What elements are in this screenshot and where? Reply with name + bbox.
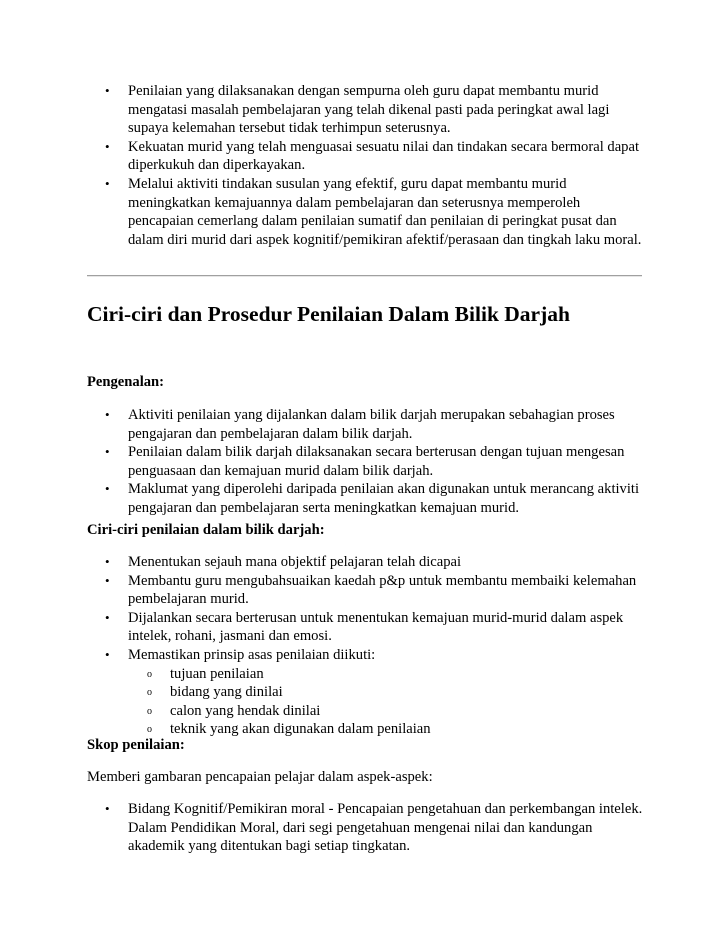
list-item-text: Kekuatan murid yang telah menguasai sesuatu nilai dan tindakan secara bermoral dapat diperkukuh dan diperkayakan.: [128, 138, 639, 174]
list-item-text: Aktiviti penilaian yang dijalankan dalam bilik darjah merupakan sebahagian proses pengajaran dan pembelajaran dalam bilik darjah.: [128, 407, 615, 442]
sub-list-item-text: tujuan penilaian: [170, 665, 264, 682]
list-item-text: Bidang Kognitif/Pemikiran moral - Pencapaian pengetahuan dan perkembangan intelek. Dalam Pendidikan Moral, dari segi pengetahuan mengenai nilai dan kandungan akademik yang ditentukan bagi setiap tingkatan.: [128, 801, 643, 855]
sub-list-item-text: calon yang hendak dinilai: [170, 702, 321, 719]
bullet-icon: •: [105, 646, 110, 662]
ciri-ciri-heading: Ciri-ciri penilaian dalam bilik darjah:: [87, 522, 325, 538]
list-item-text: Memastikan prinsip asas penilaian diikuti:: [128, 646, 376, 663]
skop-bullet-list: [0, 800, 728, 856]
bullet-icon: •: [105, 481, 110, 497]
list-item: [0, 175, 728, 249]
horizontal-divider: [87, 275, 642, 277]
list-item: [0, 800, 728, 856]
circle-bullet-icon: o: [147, 705, 152, 717]
bullet-icon: •: [105, 444, 110, 460]
list-item: [0, 443, 728, 480]
list-item: [0, 646, 728, 739]
circle-bullet-icon: o: [147, 724, 152, 736]
bullet-icon: •: [105, 175, 110, 191]
list-item: [0, 82, 728, 138]
list-item-text: Membantu guru mengubahsuaikan kaedah p&p untuk membantu membaiki kelemahan pembelajaran murid.: [128, 572, 637, 608]
circle-bullet-icon: o: [147, 668, 152, 680]
sub-list-item: [128, 702, 644, 721]
list-item: [0, 138, 728, 175]
sub-list-item: [128, 720, 644, 739]
bullet-icon: •: [105, 554, 110, 569]
prinsip-sub-list: [128, 665, 644, 739]
ciri-ciri-bullet-list: [0, 553, 728, 739]
intro-bullet-list: [0, 82, 728, 249]
list-item: [0, 480, 728, 517]
bullet-icon: •: [105, 83, 110, 98]
list-item-text: Penilaian dalam bilik darjah dilaksanakan secara berterusan dengan tujuan mengesan penguasaan dan kemajuan murid dalam bilik darjah.: [128, 444, 625, 479]
list-item: [0, 553, 728, 572]
bullet-icon: •: [105, 407, 110, 422]
sub-list-item-text: bidang yang dinilai: [170, 684, 283, 701]
list-item-text: Melalui aktiviti tindakan susulan yang efektif, guru dapat membantu murid meningkatkan kemajuannya dalam pembelajaran dan seterusnya memperoleh pencapaian cemerlang dalam penilaian sumatif dan penilaian di peringkat pusat dan dalam diri murid dari aspek kognitif/pemikiran afektif/perasaan dan tingkah laku moral.: [128, 175, 642, 248]
list-item-text: Maklumat yang diperolehi daripada penilaian akan digunakan untuk merancang aktiviti pengajaran dan pembelajaran serta meningkatkan kemajuan murid.: [128, 481, 640, 516]
section-title: Ciri-ciri dan Prosedur Penilaian Dalam Bilik Darjah: [87, 302, 570, 326]
list-item: [0, 406, 728, 443]
pengenalan-heading: Pengenalan:: [87, 374, 165, 390]
bullet-icon: •: [105, 801, 110, 816]
bullet-icon: •: [105, 572, 110, 588]
skop-heading: Skop penilaian:: [87, 737, 185, 753]
circle-bullet-icon: o: [147, 687, 152, 699]
bullet-icon: •: [105, 609, 110, 625]
list-item: [0, 609, 728, 646]
skop-intro-paragraph: Memberi gambaran pencapaian pelajar dalam aspek-aspek:: [87, 769, 433, 785]
list-item-text: Dijalankan secara berterusan untuk menentukan kemajuan murid-murid dalam aspek intelek, rohani, jasmani dan emosi.: [128, 609, 624, 645]
sub-list-item-text: teknik yang akan digunakan dalam penilaian: [170, 721, 431, 738]
sub-list-item: [128, 665, 644, 684]
list-item-text: Penilaian yang dilaksanakan dengan sempurna oleh guru dapat membantu murid mengatasi masalah pembelajaran yang telah dikenal pasti pada peringkat awal lagi supaya kelemahan tersebut tidak terhimpun seterusnya.: [128, 83, 610, 137]
pengenalan-bullet-list: [0, 406, 728, 518]
list-item: [0, 572, 728, 609]
sub-list-item: [128, 683, 644, 702]
list-item-text: Menentukan sejauh mana objektif pelajaran telah dicapai: [128, 554, 462, 570]
bullet-icon: •: [105, 138, 110, 154]
